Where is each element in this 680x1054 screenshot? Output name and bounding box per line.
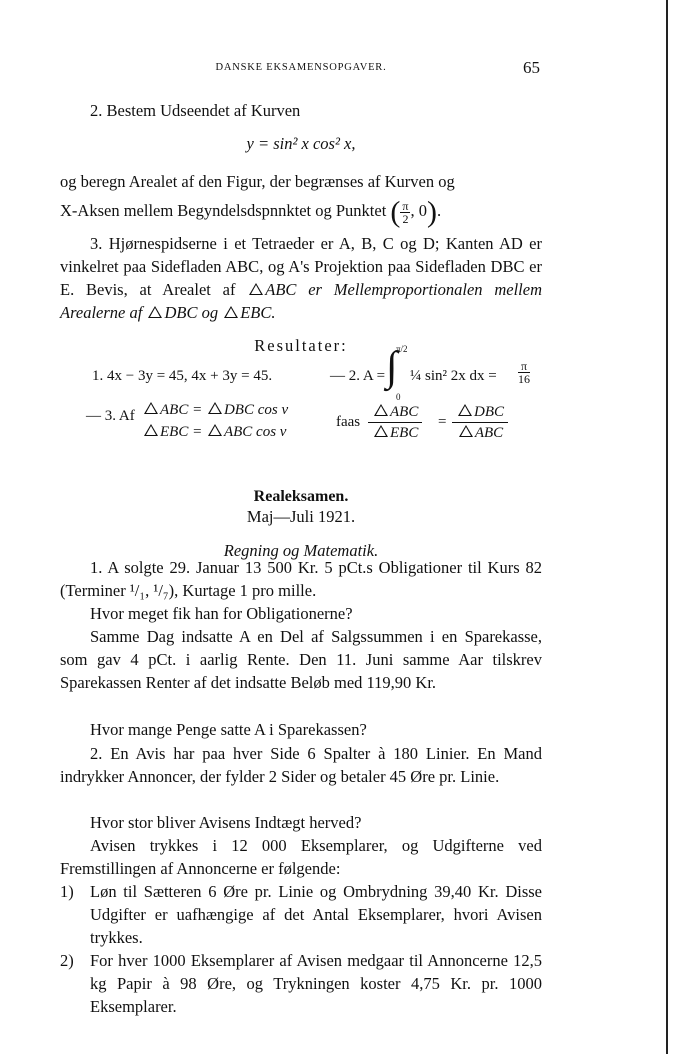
point-end: . [436, 201, 442, 220]
paragraph: Hvor stor bliver Avisens Indtægt herved? [90, 813, 362, 832]
result-2-fraction [518, 360, 530, 385]
triangle-icon [459, 425, 473, 437]
integral-upper-limit: π/2 [396, 344, 408, 354]
result-3-equals: = [438, 414, 447, 430]
paragraph: Hvor meget fik han for Obligationerne? [90, 604, 353, 623]
paren-close: ) [426, 195, 437, 229]
integral-sign-icon: ∫ [386, 344, 398, 390]
result-3-frac-2-den-text: ABC [474, 425, 504, 441]
triangle-icon [144, 424, 158, 436]
paragraph: 2. En Avis har paa hver Side 6 Spalter à 180 Linier. En Mand indrykker Annoncer, der fylder 2 Sider og betaler 45 Øre pr. Linie. [60, 744, 542, 786]
triangle-icon [224, 306, 238, 318]
triangle-icon [208, 402, 222, 414]
point-rest: , 0 [410, 201, 427, 220]
result-2-label: — 2. A = [330, 368, 386, 384]
triangle-icon [374, 425, 388, 437]
problem-3-text-c: DBC og [164, 303, 219, 322]
list-item [60, 949, 542, 1018]
result-3-frac-1-num-text: ABC [390, 404, 419, 420]
running-head: DANSKE EKSAMENSOPGAVER. [215, 62, 387, 73]
results-heading: Resultater: [254, 336, 348, 355]
triangle-icon [249, 283, 263, 295]
paragraph: 1. A solgte 29. Januar 13 500 Kr. 5 pCt.s Obligationer til Kurs 82 (Terminer ¹/₁, ¹/₇), Kurtage 1 pro mille. [60, 558, 542, 600]
paragraph: Samme Dag indsatte A en Del af Salgssummen i en Sparekasse, som gav 4 pCt. i aarlig Rente. Den 11. Juni samme Aar tilskrev Sparekassen Renter af det indsatte Beløb med 119,90 Kr. [60, 627, 542, 692]
list-item [60, 880, 542, 949]
integral-lower-limit: 0 [396, 392, 401, 402]
paragraph: Hvor mange Penge satte A i Sparekassen? [90, 720, 367, 739]
result-3-label: — 3. Af [86, 408, 135, 424]
result-3-frac-1-den [368, 423, 422, 443]
integrand: ¼ sin² 2x dx = [410, 368, 497, 384]
triangle-icon [208, 424, 222, 436]
result-3-fraction-2 [452, 402, 508, 443]
list-item-text: Løn til Sætteren 6 Øre pr. Linie og Ombrydning 39,40 Kr. Disse Udgifter er uafhængige af det Antal Eksemplarer, hvori Avisen trykkes. [90, 882, 542, 947]
triangle-icon [374, 404, 388, 416]
result-3-faas: faas [336, 414, 361, 430]
triangle-icon [458, 404, 472, 416]
result-3-line-1-a: ABC = [160, 402, 203, 418]
result-1 [92, 368, 272, 385]
problem-3-text-d: EBC. [240, 303, 276, 322]
section-subtitle: Regning og Matematik. [223, 541, 379, 560]
result-3-line-2 [142, 424, 286, 441]
result-3-line-1 [142, 402, 288, 419]
list-item-label: 1) [60, 882, 74, 901]
section-title: Realeksamen. [253, 488, 349, 505]
problem-2-line-2 [60, 195, 542, 229]
list-item-text: For hver 1000 Eksemplarer af Avisen medgaar til Annoncerne 12,5 kg Papir à 98 Øre, og Trykningen koster 4,75 Kr. pr. 1000 Eksemplarer. [90, 951, 542, 1016]
result-3-frac-1-den-text: EBC [390, 425, 419, 441]
result-3-line-2-a: EBC = [160, 424, 203, 440]
problem-2-intro: 2. Bestem Udseendet af Kurven [90, 101, 301, 120]
problem-2-line-2-text: X-Aksen mellem Begyndelsdspnnktet og Punktet [60, 201, 387, 220]
page-edge [666, 0, 668, 1054]
result-3-frac-2-den [452, 423, 508, 443]
result-2-denominator: 16 [518, 372, 530, 386]
problem-2-equation: y = sin² x cos² x, [246, 134, 356, 153]
paren-open: ( [390, 195, 401, 229]
result-3-line-1-b: DBC cos v [223, 402, 289, 418]
triangle-icon [144, 402, 158, 414]
result-2-numerator: π [518, 360, 530, 373]
point-numerator: π [402, 198, 409, 213]
result-3 [86, 402, 546, 448]
result-3-line-2-b: ABC cos v [223, 424, 287, 440]
problem-3 [60, 232, 542, 324]
paragraph: Avisen trykkes i 12 000 Eksemplarer, og Udgifterne ved Fremstillingen af Annoncerne er følgende: [60, 836, 542, 878]
list-item-label: 2) [60, 951, 74, 970]
problem-2-line-1: og beregn Arealet af den Figur, der begrænses af Kurven og [60, 172, 455, 191]
point-denominator: 2 [402, 211, 409, 226]
page-number: 65 [523, 58, 540, 77]
point-fraction [400, 200, 410, 225]
result-3-frac-2-num-text: DBC [474, 404, 504, 420]
section-date: Maj—Juli 1921. [246, 507, 356, 526]
result-3-frac-1-num [368, 402, 422, 423]
result-3-frac-2-num [452, 402, 508, 423]
problem-3-text-a: 3. Hjørnespidserne i et Tetraeder er A, B, C og D; Kanten AD er vinkelret paa Sidefladen ABC, og A's Projektion paa Sidefladen DBC er E. Bevis, at Arealet af [60, 234, 542, 299]
result-1-text: 1. 4x − 3y = 45, 4x + 3y = 45. [92, 368, 273, 384]
problem-3-text-b: ABC er Mellemproportionalen mellem Arealerne af [60, 280, 542, 322]
result-3-fraction-1 [368, 402, 422, 443]
triangle-icon [148, 306, 162, 318]
